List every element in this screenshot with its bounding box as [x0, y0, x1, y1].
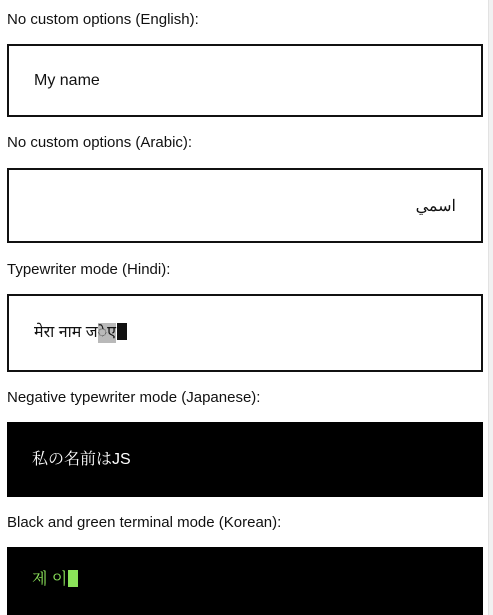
- korean-terminal-field[interactable]: [7, 547, 483, 615]
- arabic-field-value: اسمي: [415, 198, 456, 215]
- hindi-field-value: मेरा नाम ज: [34, 324, 98, 341]
- hindi-field-content: [34, 323, 127, 343]
- arabic-text-field[interactable]: [7, 168, 483, 243]
- english-text-field[interactable]: [7, 44, 483, 117]
- arabic-field-label: No custom options (Arabic):: [7, 134, 193, 151]
- english-field-label: No custom options (English):: [7, 11, 199, 28]
- korean-field-label: Black and green terminal mode (Korean):: [7, 514, 282, 531]
- korean-field-value: 제 이: [32, 571, 68, 588]
- hindi-field-label: Typewriter mode (Hindi):: [7, 261, 171, 278]
- typewriter-caret: [117, 323, 127, 340]
- hindi-selected-text: ेए: [97, 324, 116, 341]
- scrollbar[interactable]: [488, 0, 493, 615]
- japanese-negative-typewriter-field[interactable]: [7, 422, 483, 497]
- terminal-caret: [68, 570, 78, 587]
- hindi-typewriter-field[interactable]: [7, 294, 483, 372]
- japanese-field-value: 私の名前はJS: [32, 451, 131, 468]
- korean-field-content: [32, 570, 78, 590]
- japanese-field-label: Negative typewriter mode (Japanese):: [7, 389, 261, 406]
- english-field-value: My name: [34, 72, 100, 89]
